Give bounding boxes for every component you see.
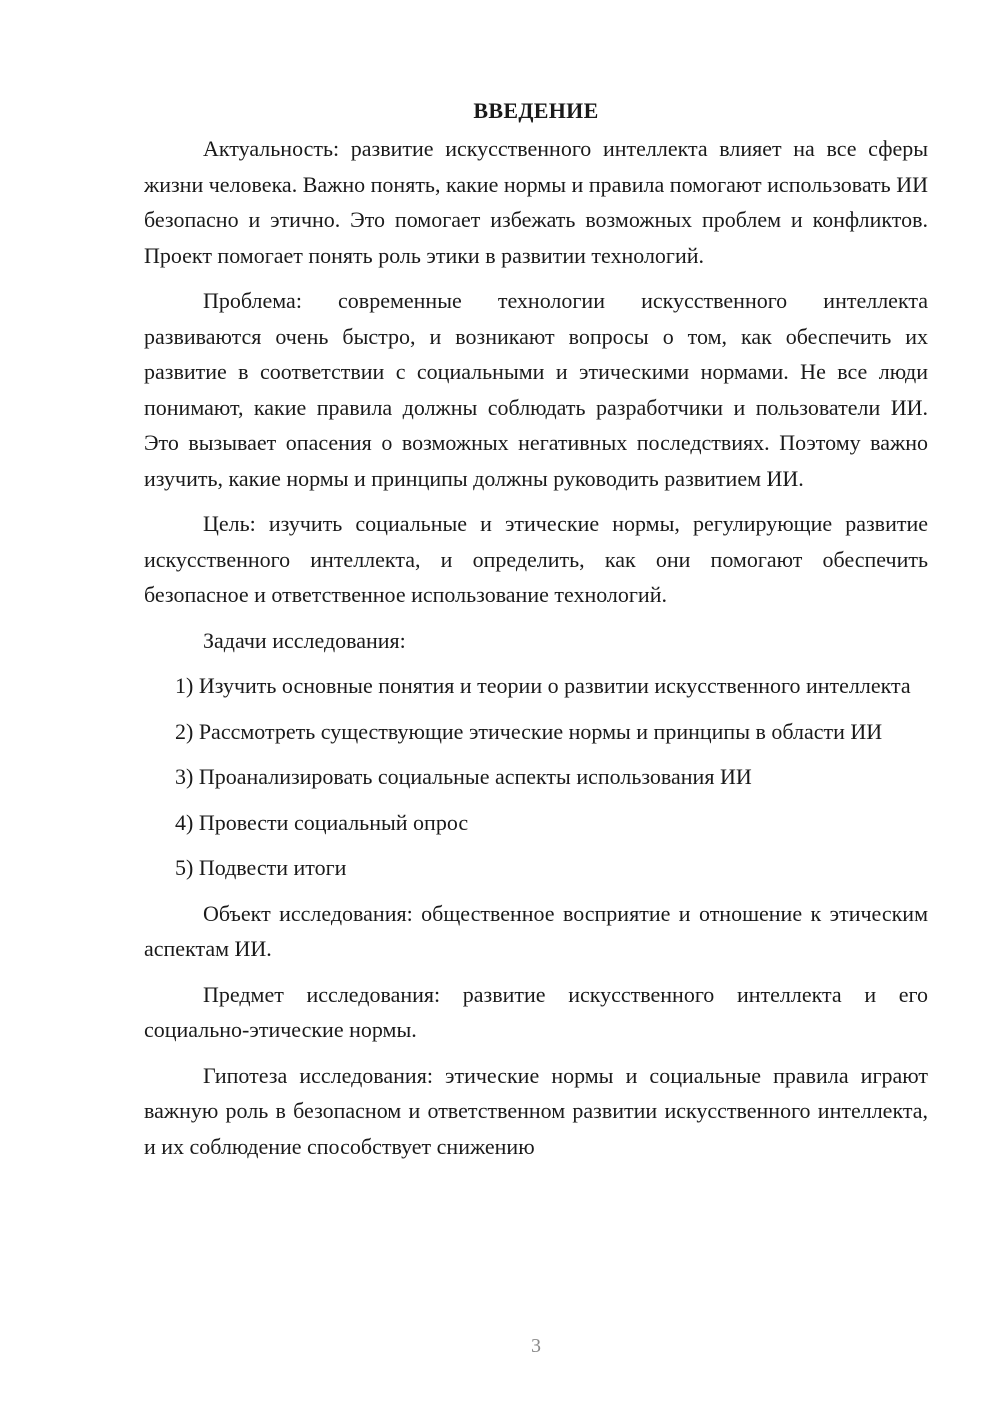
- tasks-title: Задачи исследования:: [203, 627, 406, 653]
- paragraph-object: Объект исследования: общественное восприятие и отношение к этическим аспектам ИИ.: [144, 900, 928, 961]
- list-item: 4) Провести социальный опрос: [175, 809, 469, 835]
- list-item: 1) Изучить основные понятия и теории о развитии искусственного интеллекта: [175, 673, 911, 698]
- paragraph-subject: Предмет исследования: развитие искусственного интеллекта и его социально-этические нормы.: [144, 981, 928, 1042]
- list-item: 3) Проанализировать социальные аспекты использования ИИ: [175, 764, 752, 789]
- paragraph-relevance: Актуальность: развитие искусственного интеллекта влияет на все сферы жизни человека. Важно понять, какие нормы и правила помогают использовать ИИ безопасно и этично. Это помогает избежать возможных проблем и конфликтов. Проект помогает понять роль этики в развитии технологий.: [144, 136, 928, 268]
- page-number: 3: [531, 1335, 541, 1357]
- list-item: 5) Подвести итоги: [175, 855, 347, 880]
- list-item: 2) Рассмотреть существующие этические нормы и принципы в области ИИ: [175, 718, 883, 744]
- paragraph-goal: Цель: изучить социальные и этические нормы, регулирующие развитие искусственного интеллекта, и определить, как они помогают обеспечить безопасное и ответственное использование технологий.: [144, 511, 928, 607]
- tasks-list: [144, 668, 928, 886]
- section-heading: ВВЕДЕНИЕ: [473, 98, 599, 123]
- document-page: [144, 96, 928, 1316]
- paragraph-hypothesis: Гипотеза исследования: этические нормы и социальные правила играют важную роль в безопасном и ответственном развитии искусственного интеллекта, и их соблюдение способствует снижению: [144, 1062, 928, 1159]
- paragraph-problem: Проблема: современные технологии искусственного интеллекта развиваются очень быстро, и возникают вопросы о том, как обеспечить их развитие в соответствии с социальными и этическими нормами. Не все люди понимают, какие правила должны соблюдать разработчики и пользователи ИИ. Это вызывает опасения о возможных негативных последствиях. Поэтому важно изучить, какие нормы и принципы должны руководить развитием ИИ.: [144, 288, 928, 491]
